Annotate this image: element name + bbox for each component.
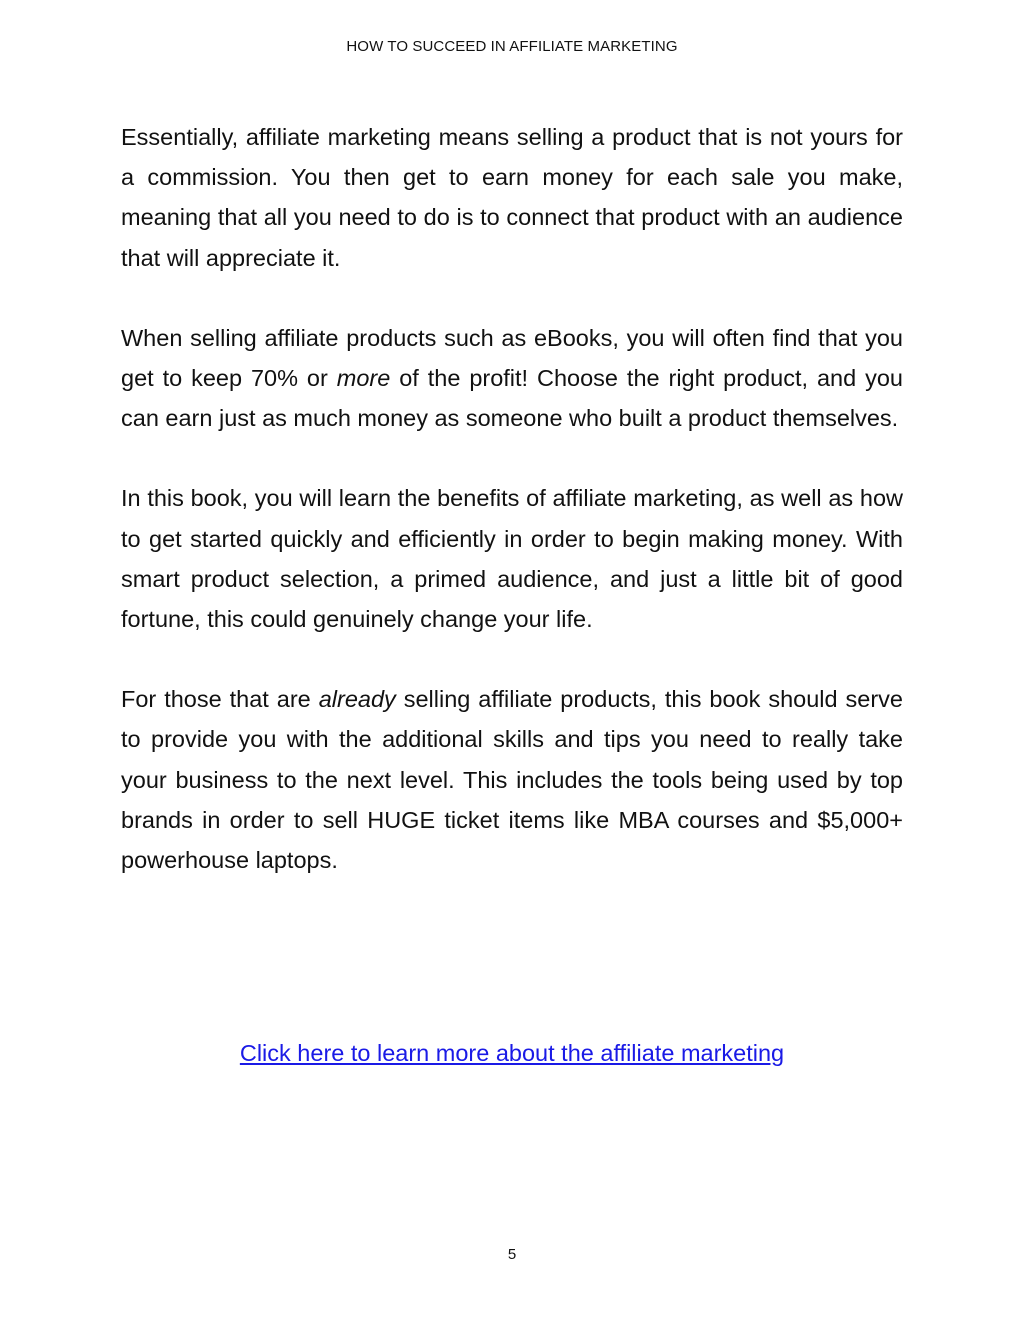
body-text [121,117,903,920]
learn-more-link[interactable]: Click here to learn more about the affiliate marketing [239,1040,785,1066]
running-header: HOW TO SUCCEED IN AFFILIATE MARKETING [346,38,678,55]
paragraph-intro: Essentially, affiliate marketing means selling a product that is not yours for a commission. You then get to earn money for each sale you make, meaning that all you need to do is to connect that product with an audience that will appreciate it. [121,124,903,271]
paragraph-profit-end: of the profit! Choose the right product, and you can earn just as much money as someone who built a product themselves. [121,365,903,432]
learn-more-link-container [0,1040,1024,1067]
emphasis-more: more [336,365,391,392]
paragraph-existing-sellers [121,679,903,880]
paragraph-existing-end: selling affiliate products, this book should serve to provide you with the additional skills and tips you need to really take your business to the next level. This includes the tools being used by top brands in order to sell HUGE ticket items like MBA courses and $5,000+ powerhouse laptops. [121,686,903,874]
paragraph-profit-start: When selling affiliate products such as eBooks, you will often find that you get to keep 70% or [121,324,903,392]
emphasis-already: already [318,686,396,713]
page-number: 5 [507,1246,517,1263]
paragraph-profit [121,318,903,439]
paragraph-existing-start: For those that are [121,686,319,713]
paragraph-book-overview: In this book, you will learn the benefits of affiliate marketing, as well as how to get started quickly and efficiently in order to begin making money. With smart product selection, a primed audience, and just a little bit of good fortune, this could genuinely change your life. [121,485,903,633]
